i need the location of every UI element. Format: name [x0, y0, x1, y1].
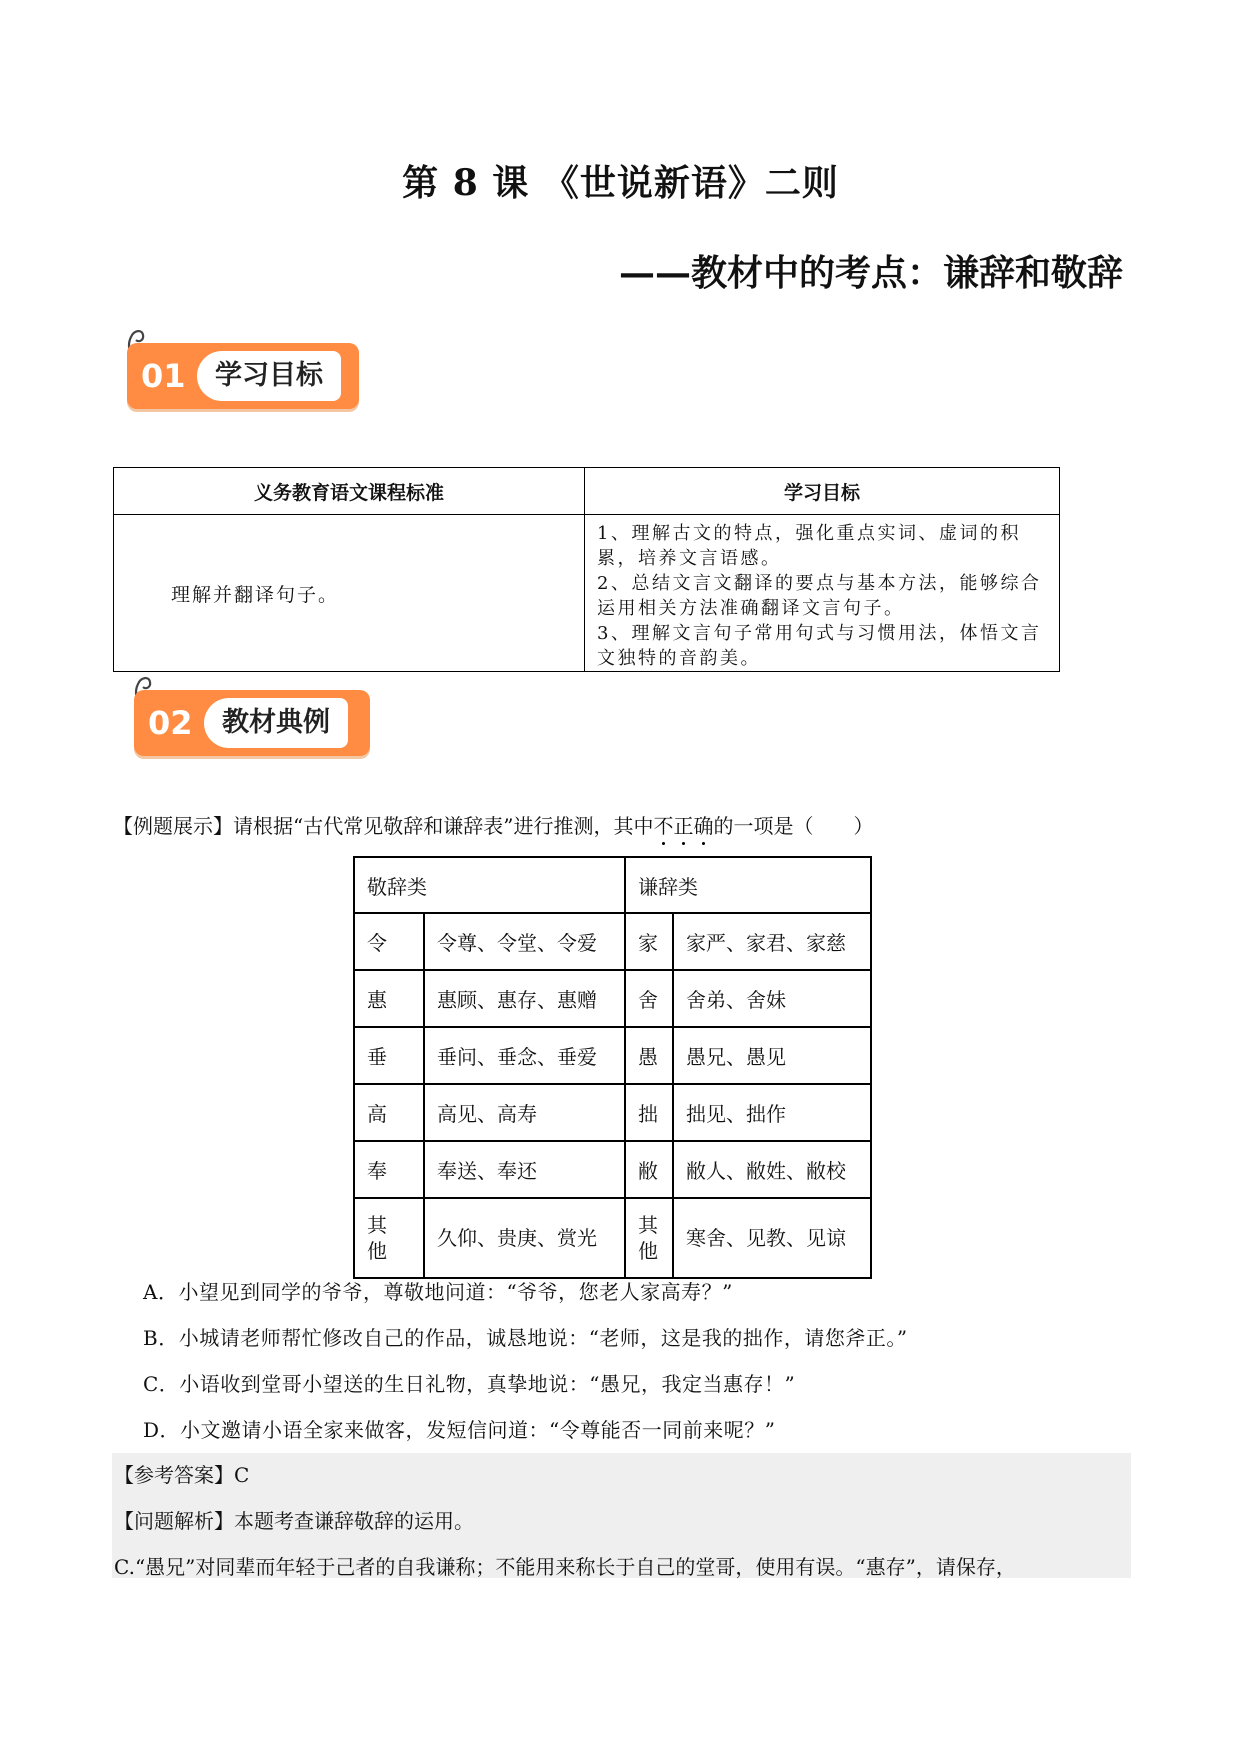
table-cell: 垂问、垂念、垂爱 [424, 1027, 625, 1084]
analysis-heading: 【问题解析】本题考查谦辞敬辞的运用。 [114, 1509, 474, 1533]
honorific-table [353, 856, 872, 1279]
table-cell: 高见、高寿 [424, 1084, 625, 1141]
table-cell: 寒舍、见教、见谅 [673, 1198, 871, 1278]
option-c: C．小语收到堂哥小望送的生日礼物，真挚地说：“愚兄，我定当惠存！” [143, 1372, 796, 1396]
table-row [354, 1084, 871, 1141]
table-cell: 舍弟、舍妹 [673, 970, 871, 1027]
analysis-text: C.“愚兄”对同辈而年轻于己者的自我谦称；不能用来称长于自己的堂哥，使用有误。“惠存”，请保存， [114, 1555, 1016, 1579]
table-header: 谦辞类 [625, 857, 871, 913]
table-cell: 惠顾、惠存、惠赠 [424, 970, 625, 1027]
table-cell: 垂 [354, 1027, 424, 1084]
goals-cell [585, 515, 1060, 672]
table-row [354, 970, 871, 1027]
table-cell: 家严、家君、家慈 [673, 913, 871, 970]
table-header: 义务教育语文课程标准 [114, 468, 585, 515]
table-cell: 愚 [625, 1027, 673, 1084]
emphasis-char: 不 [653, 810, 673, 839]
emphasis-char: 正 [673, 810, 693, 839]
section-badge-examples [130, 672, 380, 742]
table-cell: 家 [625, 913, 673, 970]
section-label: 学习目标 [197, 351, 341, 401]
table-cell: 愚兄、愚见 [673, 1027, 871, 1084]
standard-text: 理解并翻译句子。 [171, 583, 340, 606]
question-text: 【例题展示】请根据“古代常见敬辞和谦辞表”进行推测，其中 [113, 814, 654, 838]
table-row [354, 913, 871, 970]
question-text: 的一项是（ ） [713, 814, 874, 838]
table-row [354, 1141, 871, 1198]
section-number: 01 [141, 357, 186, 395]
table-cell: 惠 [354, 970, 424, 1027]
table-cell: 其 他 [625, 1198, 673, 1278]
standard-cell [114, 515, 585, 672]
goal-item: 1、理解古文的特点，强化重点实词、虚词的积累，培养文言语感。 [597, 523, 1021, 569]
table-cell: 舍 [625, 970, 673, 1027]
reference-answer: 【参考答案】C [114, 1463, 250, 1487]
page-title: 第 8 课 《世说新语》二则 [402, 162, 839, 204]
goal-item: 2、总结文言文翻译的要点与基本方法，能够综合运用相关方法准确翻译文言句子。 [597, 573, 1042, 619]
section-label: 教材典例 [204, 698, 348, 748]
table-cell: 拙 [625, 1084, 673, 1141]
table-header: 敬辞类 [354, 857, 625, 913]
example-question [113, 810, 873, 839]
badge-pill [127, 343, 359, 409]
table-cell: 奉送、奉还 [424, 1141, 625, 1198]
section-number: 02 [148, 704, 193, 742]
badge-pill [134, 690, 370, 756]
page-subtitle: ——教材中的考点：谦辞和敬辞 [618, 252, 1123, 294]
option-a: A．小望见到同学的爷爷，尊敬地问道：“爷爷，您老人家高寿？” [143, 1280, 733, 1304]
standards-table [113, 467, 1060, 672]
table-row [354, 1027, 871, 1084]
table-cell: 敝人、敝姓、敝校 [673, 1141, 871, 1198]
table-row [354, 1198, 871, 1278]
emphasis-char: 确 [693, 810, 713, 839]
table-cell: 令尊、令堂、令爱 [424, 913, 625, 970]
goal-item: 3、理解文言句子常用句式与习惯用法，体悟文言文独特的音韵美。 [597, 623, 1042, 669]
table-cell: 令 [354, 913, 424, 970]
table-header: 学习目标 [585, 468, 1060, 515]
table-cell: 敝 [625, 1141, 673, 1198]
option-b: B．小城请老师帮忙修改自己的作品，诚恳地说：“老师，这是我的拙作，请您斧正。” [143, 1326, 908, 1350]
table-cell: 高 [354, 1084, 424, 1141]
table-cell: 其 他 [354, 1198, 424, 1278]
section-badge-objectives [123, 325, 363, 395]
table-cell: 久仰、贵庚、赏光 [424, 1198, 625, 1278]
table-cell: 奉 [354, 1141, 424, 1198]
table-cell: 拙见、拙作 [673, 1084, 871, 1141]
option-d: D．小文邀请小语全家来做客，发短信问道：“令尊能否一同前来呢？” [143, 1418, 776, 1442]
